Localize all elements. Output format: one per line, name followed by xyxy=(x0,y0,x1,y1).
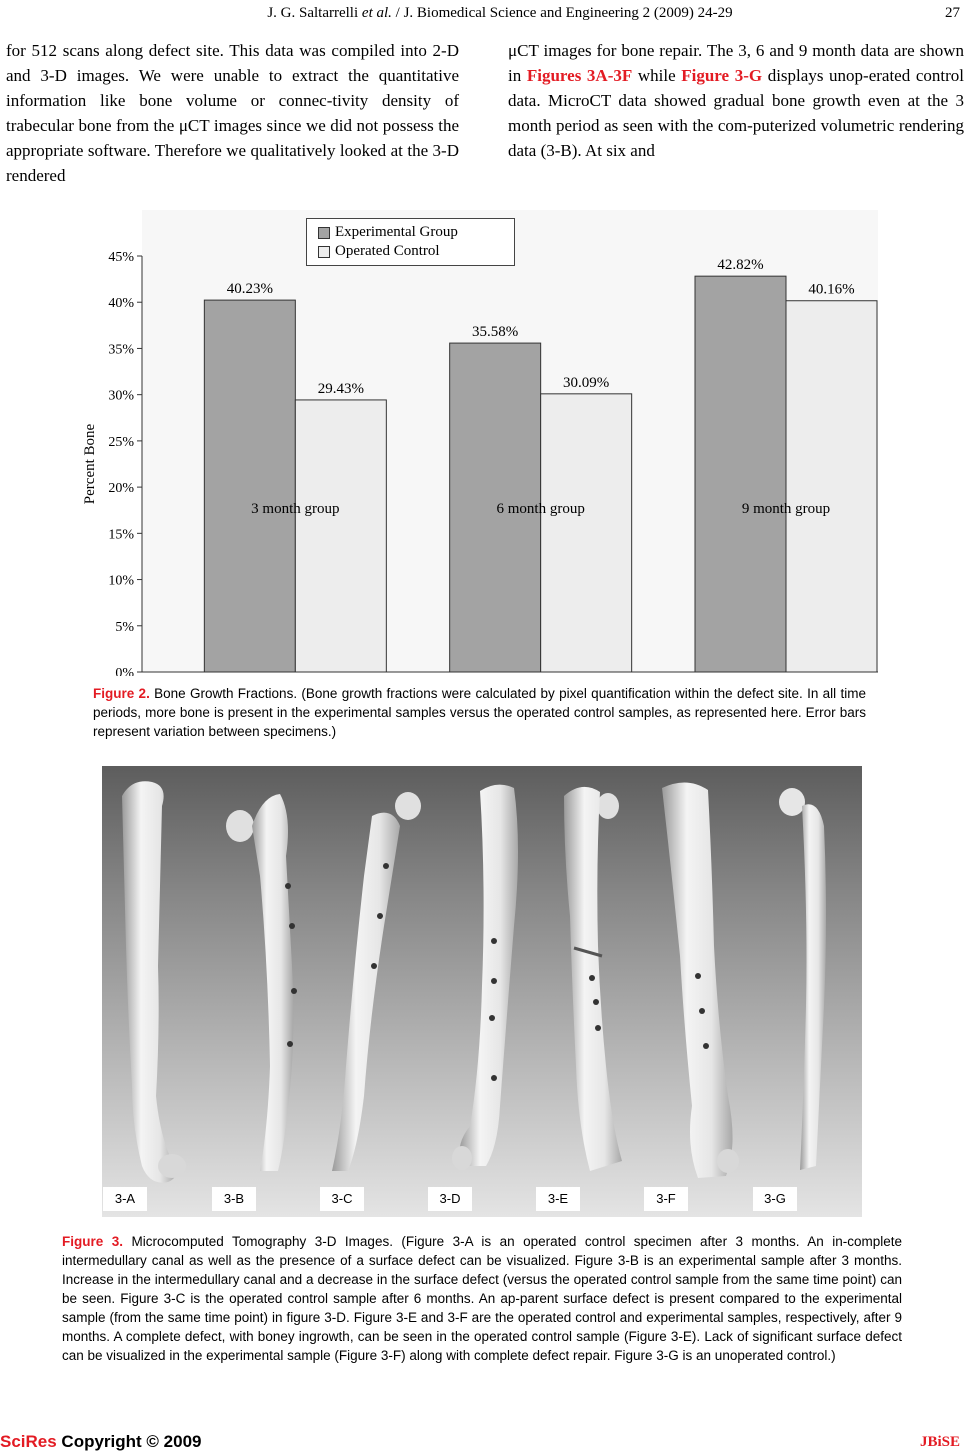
figure-3-caption-text: Microcomputed Tomography 3-D Images. (Figure 3-A is an operated control specimen after 3 months. An in-complete intermedullary canal as well as the presence of a surface defect can be visualized. Figure 3-B is an experimental sample after 3 months. Increase in the intermedullary canal and a decrease in the surface defect (versus the operated control sample from the same time point) can be seen. Figure 3-C is the operated control sample after 6 months. An ap-parent surface defect is present compared to the experimental sample (from the same time point) in figure 3-D. Figure 3-E and 3-F are the operated control and experimental samples, respectively, after 9 months. A complete defect, with boney ingrowth, can be seen in the operated control sample (Figure 3-E). Lack of significant surface defect can be visualized in the experimental sample (Figure 3-F) along with complete defect repair. Figure 3-G is an unoperated control.) xyxy=(62,1234,902,1363)
bone-3b xyxy=(226,794,297,1171)
data-label: 42.82% xyxy=(717,257,764,274)
footer-journal: JBiSE xyxy=(919,1434,960,1450)
y-tick-label: 20% xyxy=(108,481,134,497)
bone-renderings xyxy=(102,766,862,1217)
running-title-journal: / J. Biomedical Science and Engineering 2 (2009) 24-29 xyxy=(391,5,733,21)
panel-label-3f: 3-F xyxy=(644,1187,688,1211)
figure-reference-link[interactable]: Figures 3A-3F xyxy=(526,66,633,85)
figure-reference-link[interactable]: Figure 3-G xyxy=(681,66,763,85)
body-text-left-column: for 512 scans along defect site. This data was compiled into 2-D and 3-D images. We were unable to extract the quantitative information like bone volume or connec-tivity density of trabecular bone from the μCT images since we did not possess the appropriate software. Therefore we qualitatively looked at the 3-D rendered xyxy=(6,41,459,185)
y-tick-label: 25% xyxy=(108,434,134,450)
data-label: 29.43% xyxy=(317,380,364,397)
y-tick-label: 5% xyxy=(115,619,134,635)
legend-swatch-experimental xyxy=(318,227,330,239)
bone-3g xyxy=(779,788,826,1170)
bar xyxy=(786,301,877,672)
bone-3f xyxy=(662,782,739,1178)
y-tick-label: 45% xyxy=(108,250,134,265)
panel-label-3c: 3-C xyxy=(320,1187,364,1211)
data-label: 40.23% xyxy=(226,281,273,298)
y-tick-label: 0% xyxy=(115,666,134,676)
figure-3-caption xyxy=(62,1232,902,1365)
page-number: 27 xyxy=(945,5,960,21)
figure-3-caption-label: Figure 3. xyxy=(62,1234,123,1249)
panel-label-3a: 3-A xyxy=(103,1187,147,1211)
panel-label-3b: 3-B xyxy=(212,1187,256,1211)
y-tick-label: 40% xyxy=(108,296,134,312)
data-label: 35.58% xyxy=(472,324,519,341)
legend-label-control: Operated Control xyxy=(335,243,440,259)
running-title xyxy=(150,5,850,22)
body-text-segment: while xyxy=(632,66,682,85)
y-tick-label: 10% xyxy=(108,573,134,589)
data-label: 40.16% xyxy=(808,281,855,298)
data-label: 30.09% xyxy=(563,374,610,391)
category-label: 6 month group xyxy=(496,500,585,517)
running-header xyxy=(0,0,966,30)
bone-growth-chart-svg xyxy=(82,200,884,676)
bone-3c xyxy=(332,792,421,1171)
y-tick-label: 15% xyxy=(108,527,134,543)
running-title-etal: et al. xyxy=(361,5,392,21)
footer-publisher: SciRes xyxy=(0,1432,57,1451)
bar xyxy=(204,300,295,672)
figure-2-caption-text: Bone Growth Fractions. (Bone growth fractions were calculated by pixel quantification within the defect site. In all time periods, more bone is present in the experimental samples versus the operated control samples, as represented here. Error bars represent variation between specimens.) xyxy=(93,686,866,739)
bone-growth-chart xyxy=(82,200,884,676)
running-title-authors: J. G. Saltarrelli xyxy=(267,5,362,21)
bone-3d xyxy=(452,785,518,1170)
category-label: 3 month group xyxy=(251,500,340,517)
bone-3a xyxy=(122,781,186,1182)
legend-swatch-control xyxy=(318,246,330,258)
bar xyxy=(295,400,386,672)
panel-label-3e: 3-E xyxy=(536,1187,580,1211)
footer-copyright xyxy=(0,1432,202,1452)
figure-2-caption-label: Figure 2. xyxy=(93,686,150,701)
microct-image-panel xyxy=(102,766,862,1217)
body-text-segment: μCT images for bone repair. The 3, 6 and 9 month data are shown in xyxy=(508,41,964,85)
bar xyxy=(541,394,632,672)
footer-copyright-text: Copyright © 2009 xyxy=(56,1432,202,1451)
panel-label-3g: 3-G xyxy=(753,1187,797,1211)
y-tick-label: 30% xyxy=(108,388,134,404)
bone-3e xyxy=(564,787,622,1171)
body-text-right-column xyxy=(508,38,964,163)
chart-legend xyxy=(306,218,515,266)
category-label: 9 month group xyxy=(741,500,831,517)
legend-label-experimental: Experimental Group xyxy=(335,224,458,240)
panel-label-3d: 3-D xyxy=(428,1187,472,1211)
y-axis-label: Percent Bone xyxy=(82,423,98,505)
figure-2-caption xyxy=(93,684,866,741)
y-tick-label: 35% xyxy=(108,342,134,358)
bar xyxy=(695,276,786,672)
body-text-segment: displays unop-erated control data. MicroCT data showed gradual bone growth even at the 3 month period as seen with the com-puterized volumetric rendering data (3-B). At six and xyxy=(508,66,964,160)
